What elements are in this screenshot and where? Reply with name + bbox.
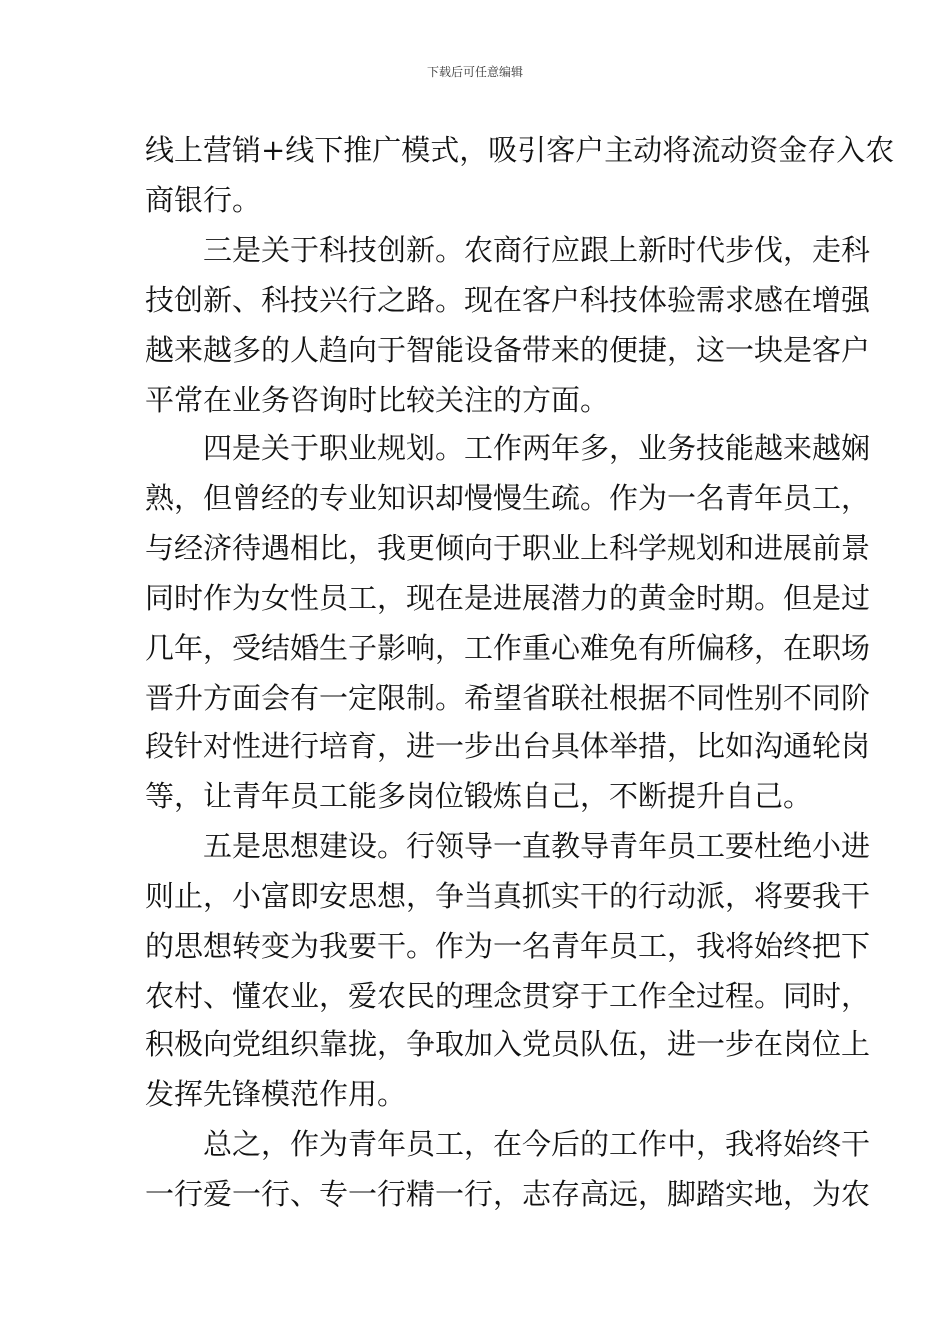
- text-line: 等，让青年员工能多岗位锻炼自己，不断提升自己。: [145, 779, 813, 813]
- text-line: 总之，作为青年员工，在今后的工作中，我将始终干: [145, 1127, 871, 1161]
- text-line: 晋升方面会有一定限制。希望省联社根据不同性别不同阶: [145, 681, 871, 715]
- text-line: 与经济待遇相比，我更倾向于职业上科学规划和进展前景: [145, 531, 871, 565]
- text-line: 熟，但曾经的专业知识却慢慢生疏。作为一名青年员工，: [145, 481, 871, 515]
- text-line: 段针对性进行培育，进一步出台具体举措，比如沟通轮岗: [145, 729, 871, 763]
- text-line: 同时作为女性员工，现在是进展潜力的黄金时期。但是过: [145, 581, 871, 615]
- text-line: 则止，小富即安思想，争当真抓实干的行动派，将要我干: [145, 879, 871, 913]
- text-line: 农村、懂农业，爱农民的理念贯穿于工作全过程。同时，: [145, 979, 871, 1013]
- text-line: 平常在业务咨询时比较关注的方面。: [145, 383, 610, 417]
- text-line: 五是思想建设。行领导一直教导青年员工要杜绝小进: [145, 829, 871, 863]
- text-line: 技创新、科技兴行之路。现在客户科技体验需求感在增强: [145, 283, 871, 317]
- text-line: 四是关于职业规划。工作两年多，业务技能越来越娴: [145, 431, 871, 465]
- text-line: 几年，受结婚生子影响，工作重心难免有所偏移，在职场: [145, 631, 871, 665]
- text-line: 三是关于科技创新。农商行应跟上新时代步伐，走科: [145, 233, 871, 267]
- text-line: 商银行。: [145, 183, 262, 217]
- text-line: 发挥先锋模范作用。: [145, 1077, 407, 1111]
- text-line: 一行爱一行、专一行精一行，志存高远，脚踏实地，为农: [145, 1177, 871, 1211]
- page-header: 下载后可任意编辑: [426, 65, 523, 79]
- text-line: 越来越多的人趋向于智能设备带来的便捷，这一块是客户: [145, 333, 871, 367]
- text-line: 积极向党组织靠拢，争取加入党员队伍，进一步在岗位上: [145, 1027, 871, 1061]
- text-line: 的思想转变为我要干。作为一名青年员工，我将始终把下: [145, 929, 871, 963]
- text-line: 线上营销+线下推广模式，吸引客户主动将流动资金存入农: [145, 133, 895, 167]
